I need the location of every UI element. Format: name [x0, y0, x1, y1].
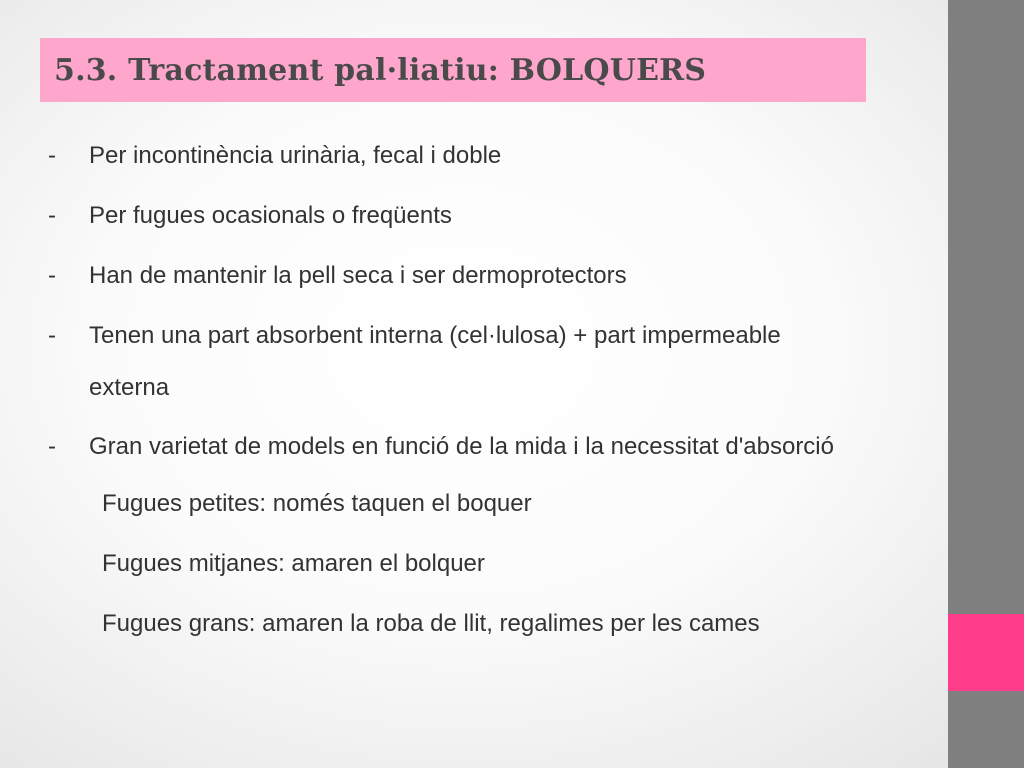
- bullet-dash: -: [48, 142, 56, 169]
- bullet-dash: -: [48, 202, 56, 229]
- bullet-text: Tenen una part absorbent interna (cel·lulosa) + part impermeable externa: [89, 322, 781, 401]
- bullet-dash: -: [48, 433, 56, 460]
- bullet-dash: -: [48, 262, 56, 289]
- sub-item: Fugues mitjanes: amaren el bolquer: [102, 550, 485, 577]
- title-banner: [40, 38, 866, 102]
- slide-title: 5.3. Tractament pal·liatiu: BOLQUERS: [54, 52, 707, 88]
- bullet-text: Per fugues ocasionals o freqüents: [89, 202, 452, 229]
- side-accent-block: [948, 614, 1024, 691]
- bullet-text: Han de mantenir la pell seca i ser dermoprotectors: [89, 262, 627, 289]
- sub-item: Fugues grans: amaren la roba de llit, regalimes per les cames: [102, 610, 760, 637]
- bullet-dash: -: [48, 322, 56, 349]
- bullet-text: Gran varietat de models en funció de la mida i la necessitat d'absorció: [89, 433, 834, 460]
- sub-item: Fugues petites: només taquen el boquer: [102, 490, 532, 517]
- bullet-text: Per incontinència urinària, fecal i doble: [89, 142, 502, 169]
